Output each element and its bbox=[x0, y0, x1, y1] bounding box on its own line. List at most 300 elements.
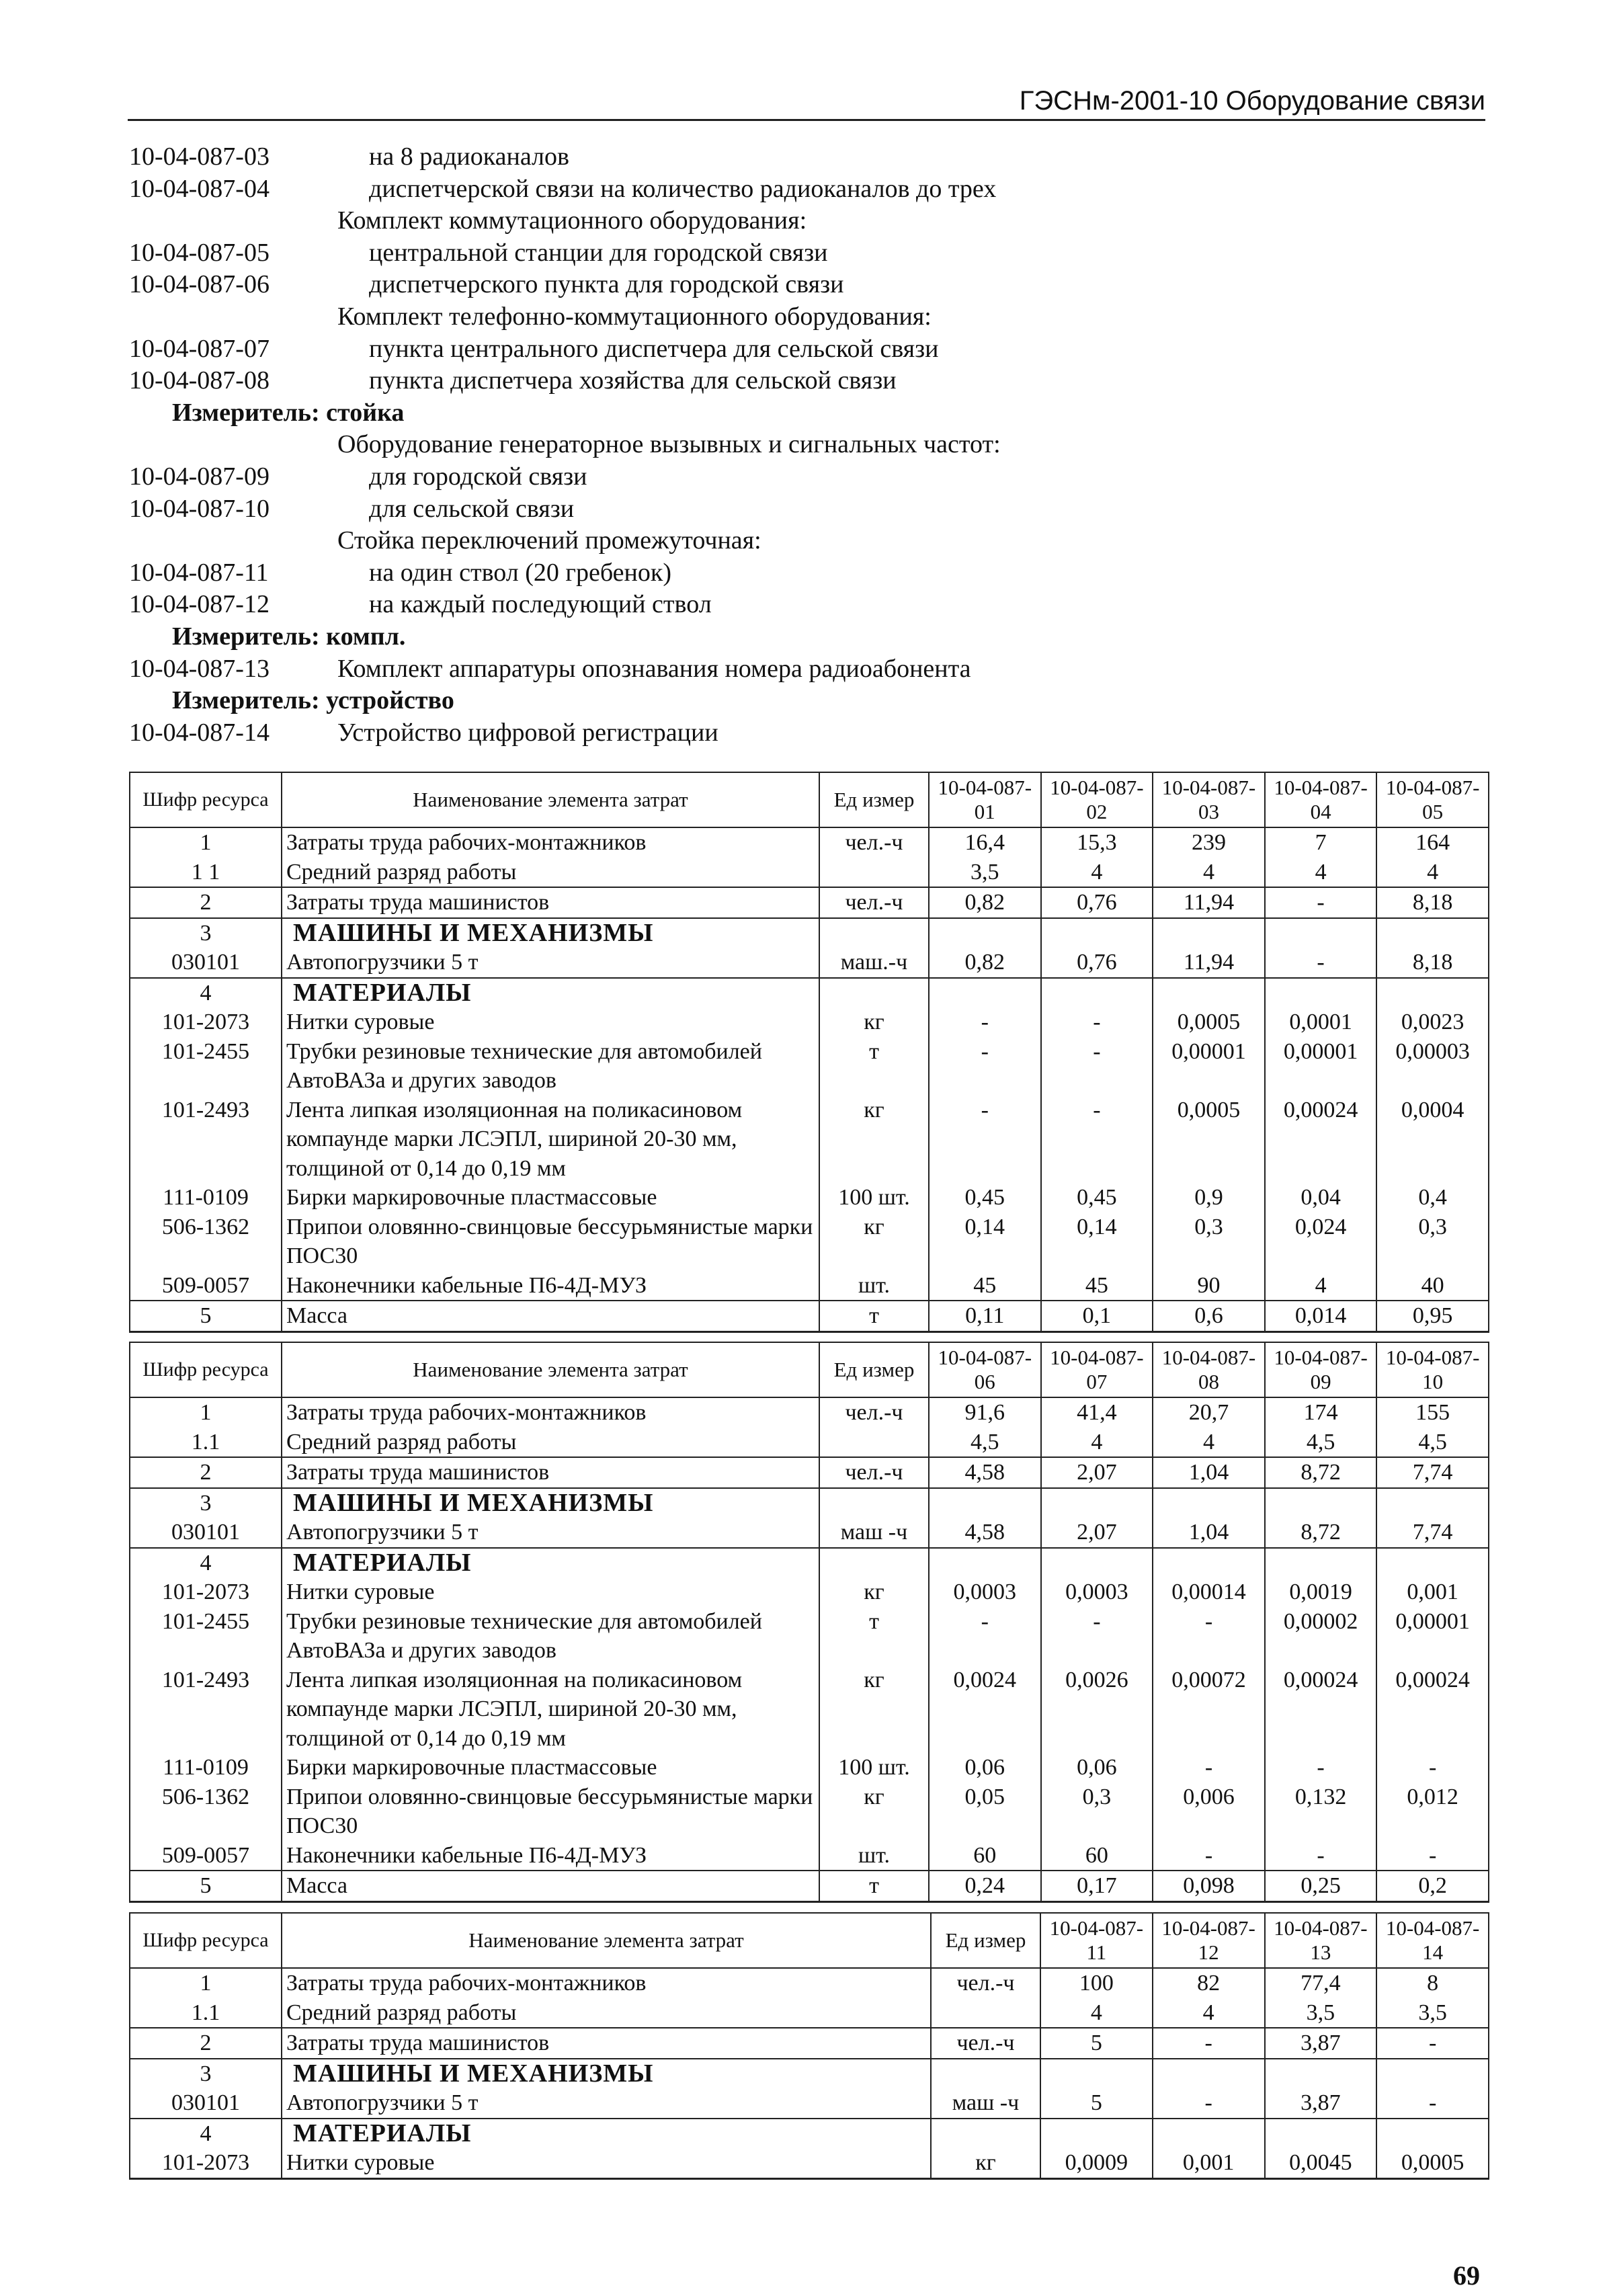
value-cell: - bbox=[929, 1008, 1041, 1037]
resource-name: Припои оловянно-свинцовые бессурьмянистые марки ПОС30 bbox=[282, 1782, 819, 1841]
resource-code: 2 bbox=[130, 887, 282, 918]
unit-cell: кг bbox=[819, 1096, 929, 1184]
value-cell: 1,04 bbox=[1153, 1518, 1265, 1548]
resource-code: 3 bbox=[130, 2059, 282, 2089]
value-cell: 0,0019 bbox=[1265, 1577, 1377, 1607]
value-cell: 41,4 bbox=[1041, 1397, 1153, 1428]
unit-cell: кг bbox=[819, 1666, 929, 1754]
value-cell: - bbox=[1265, 1841, 1377, 1871]
value-cell: 0,0009 bbox=[1040, 2148, 1153, 2178]
value-cell: 0,0003 bbox=[929, 1577, 1041, 1607]
value-cell: 0,11 bbox=[929, 1301, 1041, 1331]
resource-name: Лента липкая изоляционная на поликасиновом компаунде марки ЛСЭПЛ, шириной 20-30 мм, толщиной от 0,14 до 0,19 мм bbox=[282, 1096, 819, 1184]
value-cell: - bbox=[1041, 1037, 1153, 1096]
value-cell: 3,87 bbox=[1265, 2088, 1377, 2119]
value-cell: 0,17 bbox=[1041, 1871, 1153, 1901]
section-heading: МАШИНЫ И МЕХАНИЗМЫ bbox=[282, 2059, 931, 2089]
value-cell: 0,098 bbox=[1153, 1871, 1265, 1901]
table-header-row bbox=[130, 772, 1489, 827]
value-cell: 3,5 bbox=[1265, 1998, 1377, 2028]
value-cell: - bbox=[1153, 1753, 1265, 1782]
unit-cell bbox=[819, 1488, 929, 1518]
column-header-code: Шифр ресурса bbox=[130, 1913, 282, 1968]
value-cell: 0,024 bbox=[1265, 1213, 1377, 1271]
value-cell: - bbox=[929, 1096, 1041, 1184]
table-row bbox=[130, 948, 1489, 978]
table-row bbox=[130, 1998, 1489, 2028]
unit-cell: маш -ч bbox=[931, 2088, 1040, 2119]
resource-name: Нитки суровые bbox=[282, 2148, 931, 2178]
value-cell: 8,72 bbox=[1265, 1518, 1377, 1548]
value-cell bbox=[1153, 1548, 1265, 1578]
value-cell bbox=[1376, 1488, 1489, 1518]
value-cell: - bbox=[1265, 1753, 1377, 1782]
resource-name: Средний разряд работы bbox=[282, 1998, 931, 2028]
value-cell: 0,0003 bbox=[1041, 1577, 1153, 1607]
value-cell: 0,00001 bbox=[1376, 1607, 1489, 1666]
column-header-norm: 10-04-087-04 bbox=[1265, 772, 1377, 827]
value-cell: 0,132 bbox=[1265, 1782, 1377, 1841]
resource-table-1 bbox=[129, 772, 1489, 1333]
value-cell: 82 bbox=[1153, 1968, 1265, 1998]
unit-cell: чел.-ч bbox=[931, 2028, 1040, 2059]
value-cell: 0,00001 bbox=[1153, 1037, 1265, 1096]
value-cell: 4,58 bbox=[929, 1518, 1041, 1548]
value-cell: 0,0001 bbox=[1265, 1008, 1377, 1037]
table-header-row bbox=[130, 1342, 1489, 1397]
column-header-unit: Ед измер bbox=[819, 772, 929, 827]
value-cell: - bbox=[1153, 1841, 1265, 1871]
value-cell bbox=[1265, 918, 1377, 948]
table-row bbox=[130, 1841, 1489, 1871]
column-header-name: Наименование элемента затрат bbox=[282, 1913, 931, 1968]
value-cell: 0,00024 bbox=[1265, 1666, 1377, 1754]
value-cell: 77,4 bbox=[1265, 1968, 1377, 1998]
value-cell: 164 bbox=[1376, 827, 1489, 858]
unit-cell: кг bbox=[931, 2148, 1040, 2178]
table-row bbox=[130, 1397, 1489, 1428]
resource-name: Средний разряд работы bbox=[282, 1428, 819, 1458]
column-header-norm: 10-04-087-01 bbox=[929, 772, 1041, 827]
unit-cell: чел.-ч bbox=[819, 827, 929, 858]
resource-code: 2 bbox=[130, 1457, 282, 1488]
value-cell: 0,2 bbox=[1376, 1871, 1489, 1901]
value-cell bbox=[1376, 2119, 1489, 2149]
norm-description: для сельской связи bbox=[369, 494, 575, 523]
table-row bbox=[130, 918, 1489, 948]
value-cell: 0,76 bbox=[1041, 887, 1153, 918]
resource-name: Наконечники кабельные П6-4Д-МУЗ bbox=[282, 1271, 819, 1301]
resource-name: Автопогрузчики 5 т bbox=[282, 948, 819, 978]
resource-code: 030101 bbox=[130, 948, 282, 978]
resource-code: 101-2455 bbox=[130, 1037, 282, 1096]
value-cell: 7 bbox=[1265, 827, 1377, 858]
resource-code: 111-0109 bbox=[130, 1183, 282, 1213]
value-cell: 0,6 bbox=[1153, 1301, 1265, 1331]
column-header-code: Шифр ресурса bbox=[130, 772, 282, 827]
group-title: Комплект телефонно-коммутационного оборудования: bbox=[337, 302, 932, 331]
resource-code: 101-2073 bbox=[130, 2148, 282, 2178]
table-row bbox=[130, 2028, 1489, 2059]
value-cell: 4 bbox=[1265, 1271, 1377, 1301]
resource-name: Бирки маркировочные пластмассовые bbox=[282, 1753, 819, 1782]
value-cell: 0,0004 bbox=[1376, 1096, 1489, 1184]
table-row bbox=[130, 1753, 1489, 1782]
unit-cell: маш.-ч bbox=[819, 948, 929, 978]
column-header-norm: 10-04-087-09 bbox=[1265, 1342, 1377, 1397]
norm-code: 10-04-087-08 bbox=[129, 366, 270, 395]
resource-code: 1 bbox=[130, 1968, 282, 1998]
value-cell: - bbox=[1153, 1607, 1265, 1666]
table-row bbox=[130, 1548, 1489, 1578]
table-row bbox=[130, 1488, 1489, 1518]
norm-list-row bbox=[129, 205, 1473, 237]
unit-cell: кг bbox=[819, 1577, 929, 1607]
column-header-name: Наименование элемента затрат bbox=[282, 1342, 819, 1397]
norm-list-row bbox=[129, 653, 1473, 686]
value-cell: 100 bbox=[1040, 1968, 1153, 1998]
value-cell: 0,9 bbox=[1153, 1183, 1265, 1213]
norm-list-row bbox=[129, 141, 1473, 173]
resource-name: Затраты труда машинистов bbox=[282, 887, 819, 918]
value-cell: 1,04 bbox=[1153, 1457, 1265, 1488]
resource-code: 506-1362 bbox=[130, 1782, 282, 1841]
resource-table-2 bbox=[129, 1342, 1489, 1903]
norm-code: 10-04-087-12 bbox=[129, 590, 270, 619]
resource-code: 101-2493 bbox=[130, 1666, 282, 1754]
section-heading: МАТЕРИАЛЫ bbox=[282, 978, 819, 1008]
norm-list-row bbox=[129, 237, 1473, 270]
norm-list-row bbox=[129, 557, 1473, 589]
resource-name: Припои оловянно-свинцовые бессурьмянистые марки ПОС30 bbox=[282, 1213, 819, 1271]
value-cell: 155 bbox=[1376, 1397, 1489, 1428]
measure-unit: Измеритель: компл. bbox=[172, 622, 406, 651]
table-row bbox=[130, 1183, 1489, 1213]
value-cell: 0,0026 bbox=[1041, 1666, 1153, 1754]
norm-list-row bbox=[129, 333, 1473, 366]
value-cell: 5 bbox=[1040, 2028, 1153, 2059]
value-cell: - bbox=[1265, 887, 1377, 918]
value-cell: 0,00024 bbox=[1376, 1666, 1489, 1754]
resource-name: Автопогрузчики 5 т bbox=[282, 2088, 931, 2119]
unit-cell: чел.-ч bbox=[819, 1397, 929, 1428]
value-cell: - bbox=[1376, 2088, 1489, 2119]
resource-name: Трубки резиновые технические для автомобилей АвтоВАЗа и других заводов bbox=[282, 1037, 819, 1096]
column-header-norm: 10-04-087-11 bbox=[1040, 1913, 1153, 1968]
value-cell: 0,006 bbox=[1153, 1782, 1265, 1841]
norm-code: 10-04-087-11 bbox=[129, 558, 269, 587]
norm-description: на каждый последующий ствол bbox=[369, 590, 712, 619]
resource-code: 509-0057 bbox=[130, 1841, 282, 1871]
value-cell: 0,3 bbox=[1376, 1213, 1489, 1271]
value-cell: 0,00072 bbox=[1153, 1666, 1265, 1754]
value-cell bbox=[1376, 978, 1489, 1008]
table-row bbox=[130, 1037, 1489, 1096]
value-cell: 174 bbox=[1265, 1397, 1377, 1428]
value-cell: 0,95 bbox=[1376, 1301, 1489, 1331]
unit-cell bbox=[819, 978, 929, 1008]
resource-code: 1 bbox=[130, 1397, 282, 1428]
resource-code: 1.1 bbox=[130, 1998, 282, 2028]
unit-cell bbox=[819, 1548, 929, 1578]
value-cell: 91,6 bbox=[929, 1397, 1041, 1428]
value-cell: - bbox=[929, 1607, 1041, 1666]
resource-code: 101-2073 bbox=[130, 1008, 282, 1037]
value-cell: 0,04 bbox=[1265, 1183, 1377, 1213]
value-cell: 40 bbox=[1376, 1271, 1489, 1301]
value-cell bbox=[929, 918, 1041, 948]
value-cell: 0,25 bbox=[1265, 1871, 1377, 1901]
resource-table-3 bbox=[129, 1912, 1489, 2180]
resource-code: 101-2073 bbox=[130, 1577, 282, 1607]
value-cell: 0,0005 bbox=[1153, 1096, 1265, 1184]
value-cell bbox=[1265, 2119, 1377, 2149]
value-cell: 11,94 bbox=[1153, 887, 1265, 918]
norm-list-row bbox=[129, 525, 1473, 557]
resource-code: 030101 bbox=[130, 2088, 282, 2119]
resource-code: 1 bbox=[130, 827, 282, 858]
table-row bbox=[130, 2059, 1489, 2089]
column-header-code: Шифр ресурса bbox=[130, 1342, 282, 1397]
group-title: Комплект коммутационного оборудования: bbox=[337, 206, 807, 235]
norm-code: 10-04-087-09 bbox=[129, 462, 270, 491]
value-cell bbox=[1041, 1488, 1153, 1518]
value-cell: 20,7 bbox=[1153, 1397, 1265, 1428]
table-row bbox=[130, 1428, 1489, 1458]
measure-unit: Измеритель: стойка bbox=[172, 398, 405, 427]
resource-code: 030101 bbox=[130, 1518, 282, 1548]
value-cell bbox=[1265, 978, 1377, 1008]
value-cell: 0,24 bbox=[929, 1871, 1041, 1901]
norm-list-row bbox=[129, 397, 1473, 429]
unit-cell: т bbox=[819, 1037, 929, 1096]
norm-description: центральной станции для городской связи bbox=[369, 238, 828, 267]
norm-description: на один ствол (20 гребенок) bbox=[369, 558, 671, 587]
value-cell bbox=[929, 978, 1041, 1008]
value-cell: 7,74 bbox=[1376, 1457, 1489, 1488]
table-row bbox=[130, 2148, 1489, 2178]
value-cell: 8 bbox=[1376, 1968, 1489, 1998]
value-cell: - bbox=[929, 1037, 1041, 1096]
value-cell: 4 bbox=[1153, 1428, 1265, 1458]
resource-name: Автопогрузчики 5 т bbox=[282, 1518, 819, 1548]
value-cell bbox=[1040, 2059, 1153, 2089]
resource-code: 5 bbox=[130, 1871, 282, 1901]
value-cell: 4 bbox=[1153, 858, 1265, 888]
unit-cell: т bbox=[819, 1871, 929, 1901]
value-cell: 5 bbox=[1040, 2088, 1153, 2119]
value-cell: 0,76 bbox=[1041, 948, 1153, 978]
unit-cell: кг bbox=[819, 1008, 929, 1037]
value-cell: - bbox=[1041, 1096, 1153, 1184]
resource-code: 4 bbox=[130, 1548, 282, 1578]
norm-list-row bbox=[129, 301, 1473, 333]
resource-code: 5 bbox=[130, 1301, 282, 1331]
value-cell: 0,0024 bbox=[929, 1666, 1041, 1754]
table-row bbox=[130, 2088, 1489, 2119]
column-header-norm: 10-04-087-14 bbox=[1376, 1913, 1489, 1968]
value-cell: 4,5 bbox=[1265, 1428, 1377, 1458]
value-cell: 0,0005 bbox=[1376, 2148, 1489, 2178]
resource-name: Затраты труда машинистов bbox=[282, 2028, 931, 2059]
norm-list-row bbox=[129, 461, 1473, 493]
value-cell: 0,4 bbox=[1376, 1183, 1489, 1213]
value-cell bbox=[1376, 918, 1489, 948]
norm-list-row bbox=[129, 365, 1473, 397]
unit-cell: т bbox=[819, 1607, 929, 1666]
section-heading: МАШИНЫ И МЕХАНИЗМЫ bbox=[282, 1488, 819, 1518]
group-title: Оборудование генераторное вызывных и сигнальных частот: bbox=[337, 430, 1001, 459]
norm-description: Устройство цифровой регистрации bbox=[337, 718, 718, 747]
value-cell: 0,001 bbox=[1153, 2148, 1265, 2178]
value-cell bbox=[1041, 1548, 1153, 1578]
unit-cell: кг bbox=[819, 1782, 929, 1841]
value-cell: 0,14 bbox=[929, 1213, 1041, 1271]
resource-code: 506-1362 bbox=[130, 1213, 282, 1271]
resource-code: 1.1 bbox=[130, 1428, 282, 1458]
norm-code: 10-04-087-07 bbox=[129, 334, 270, 363]
value-cell: 0,45 bbox=[929, 1183, 1041, 1213]
table-header-row bbox=[130, 1913, 1489, 1968]
resource-name: Затраты труда рабочих-монтажников bbox=[282, 827, 819, 858]
value-cell bbox=[1153, 2059, 1265, 2089]
value-cell: - bbox=[1153, 2028, 1265, 2059]
value-cell: 0,45 bbox=[1041, 1183, 1153, 1213]
unit-cell bbox=[931, 1998, 1040, 2028]
table-row bbox=[130, 1968, 1489, 1998]
value-cell bbox=[1265, 1488, 1377, 1518]
value-cell: 0,00002 bbox=[1265, 1607, 1377, 1666]
value-cell bbox=[1153, 978, 1265, 1008]
resource-code: 111-0109 bbox=[130, 1753, 282, 1782]
value-cell bbox=[1153, 1488, 1265, 1518]
value-cell: 0,1 bbox=[1041, 1301, 1153, 1331]
norm-code: 10-04-087-06 bbox=[129, 270, 270, 299]
table-row bbox=[130, 1782, 1489, 1841]
unit-cell bbox=[819, 858, 929, 888]
column-header-norm: 10-04-087-12 bbox=[1153, 1913, 1265, 1968]
unit-cell bbox=[819, 918, 929, 948]
page-header: ГЭСНм-2001-10 Оборудование связи bbox=[128, 86, 1485, 121]
value-cell bbox=[1040, 2119, 1153, 2149]
value-cell: 4 bbox=[1265, 858, 1377, 888]
unit-cell bbox=[819, 1428, 929, 1458]
norm-description: Комплект аппаратуры опознавания номера радиоабонента bbox=[337, 654, 971, 683]
value-cell: 15,3 bbox=[1041, 827, 1153, 858]
resource-name: Бирки маркировочные пластмассовые bbox=[282, 1183, 819, 1213]
norm-description: пункта диспетчера хозяйства для сельской связи bbox=[369, 366, 897, 395]
column-header-norm: 10-04-087-03 bbox=[1153, 772, 1265, 827]
value-cell: - bbox=[1265, 948, 1377, 978]
unit-cell: 100 шт. bbox=[819, 1753, 929, 1782]
column-header-norm: 10-04-087-07 bbox=[1041, 1342, 1153, 1397]
resource-name: Нитки суровые bbox=[282, 1577, 819, 1607]
value-cell: 8,72 bbox=[1265, 1457, 1377, 1488]
value-cell: 0,001 bbox=[1376, 1577, 1489, 1607]
resource-code: 101-2455 bbox=[130, 1607, 282, 1666]
value-cell: 4,58 bbox=[929, 1457, 1041, 1488]
norm-list bbox=[129, 141, 1473, 749]
resource-code: 4 bbox=[130, 978, 282, 1008]
value-cell: 0,3 bbox=[1041, 1782, 1153, 1841]
column-header-norm: 10-04-087-08 bbox=[1153, 1342, 1265, 1397]
table-row bbox=[130, 1301, 1489, 1331]
norm-code: 10-04-087-05 bbox=[129, 238, 270, 267]
value-cell: 0,014 bbox=[1265, 1301, 1377, 1331]
norm-description: диспетчерского пункта для городской связи bbox=[369, 270, 844, 299]
unit-cell: чел.-ч bbox=[819, 1457, 929, 1488]
table-row bbox=[130, 1871, 1489, 1901]
resource-name: Затраты труда рабочих-монтажников bbox=[282, 1968, 931, 1998]
table-row bbox=[130, 827, 1489, 858]
unit-cell: шт. bbox=[819, 1841, 929, 1871]
value-cell: 0,00014 bbox=[1153, 1577, 1265, 1607]
unit-cell: маш -ч bbox=[819, 1518, 929, 1548]
value-cell: 0,00001 bbox=[1265, 1037, 1377, 1096]
norm-description: для городской связи bbox=[369, 462, 587, 491]
norm-code: 10-04-087-10 bbox=[129, 494, 270, 523]
norm-list-row bbox=[129, 493, 1473, 526]
value-cell bbox=[1041, 918, 1153, 948]
value-cell: 90 bbox=[1153, 1271, 1265, 1301]
resource-code: 4 bbox=[130, 2119, 282, 2149]
resource-name: Лента липкая изоляционная на поликасиновом компаунде марки ЛСЭПЛ, шириной 20-30 мм, толщиной от 0,14 до 0,19 мм bbox=[282, 1666, 819, 1754]
column-header-unit: Ед измер bbox=[819, 1342, 929, 1397]
column-header-norm: 10-04-087-02 bbox=[1041, 772, 1153, 827]
table-row bbox=[130, 887, 1489, 918]
value-cell: 60 bbox=[1041, 1841, 1153, 1871]
value-cell: 2,07 bbox=[1041, 1457, 1153, 1488]
norm-code: 10-04-087-13 bbox=[129, 654, 270, 683]
table-row bbox=[130, 1607, 1489, 1666]
value-cell: 0,82 bbox=[929, 887, 1041, 918]
value-cell: 0,05 bbox=[929, 1782, 1041, 1841]
resource-code: 1 1 bbox=[130, 858, 282, 888]
value-cell bbox=[1153, 2119, 1265, 2149]
value-cell: 0,82 bbox=[929, 948, 1041, 978]
unit-cell: чел.-ч bbox=[819, 887, 929, 918]
unit-cell: шт. bbox=[819, 1271, 929, 1301]
value-cell: 4 bbox=[1040, 1998, 1153, 2028]
resource-code: 101-2493 bbox=[130, 1096, 282, 1184]
unit-cell bbox=[931, 2059, 1040, 2089]
value-cell: 60 bbox=[929, 1841, 1041, 1871]
value-cell bbox=[1376, 1548, 1489, 1578]
value-cell: 4,5 bbox=[929, 1428, 1041, 1458]
table-row bbox=[130, 1518, 1489, 1548]
value-cell: 0,14 bbox=[1041, 1213, 1153, 1271]
value-cell: 45 bbox=[1041, 1271, 1153, 1301]
value-cell: 4 bbox=[1041, 1428, 1153, 1458]
value-cell: 8,18 bbox=[1376, 948, 1489, 978]
norm-code: 10-04-087-14 bbox=[129, 718, 270, 747]
value-cell bbox=[1265, 2059, 1377, 2089]
value-cell: 0,0005 bbox=[1153, 1008, 1265, 1037]
table-row bbox=[130, 1271, 1489, 1301]
value-cell: 0,00003 bbox=[1376, 1037, 1489, 1096]
value-cell bbox=[929, 1488, 1041, 1518]
table-row bbox=[130, 1577, 1489, 1607]
resource-name: Затраты труда машинистов bbox=[282, 1457, 819, 1488]
value-cell: 0,3 bbox=[1153, 1213, 1265, 1271]
norm-code: 10-04-087-04 bbox=[129, 174, 270, 203]
norm-list-row bbox=[129, 685, 1473, 717]
value-cell bbox=[929, 1548, 1041, 1578]
value-cell bbox=[1265, 1548, 1377, 1578]
value-cell bbox=[1041, 978, 1153, 1008]
norm-code: 10-04-087-03 bbox=[129, 142, 270, 171]
norm-description: на 8 радиоканалов bbox=[369, 142, 569, 171]
